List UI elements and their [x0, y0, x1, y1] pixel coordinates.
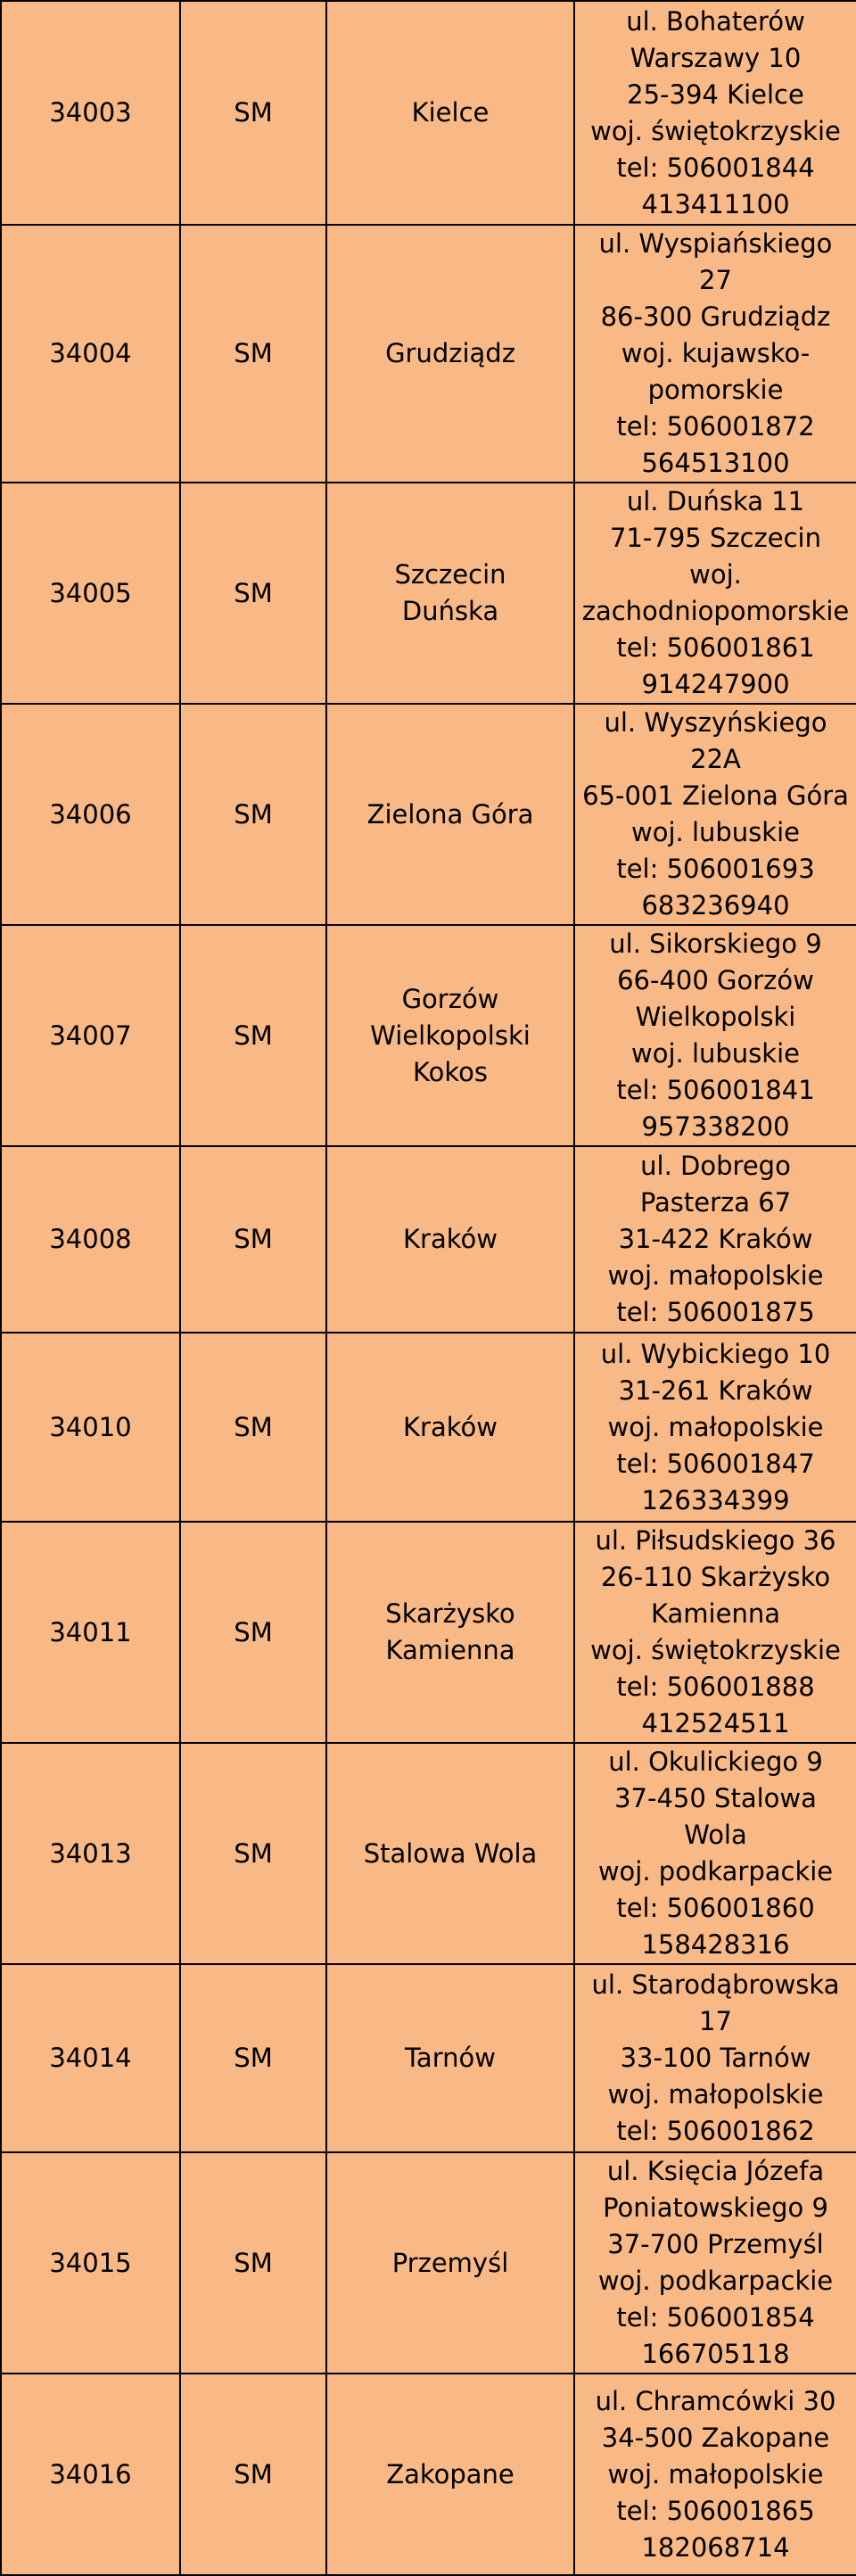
store-type-cell: SM: [180, 2152, 326, 2374]
city-cell: [326, 1522, 574, 1743]
address-line: woj. podkarpackie: [597, 1856, 834, 1887]
address-line: 26-110 Skarżysko: [600, 1562, 831, 1592]
address-line: woj. lubuskie: [631, 1038, 800, 1069]
store-code-cell: 34003: [1, 1, 180, 225]
address-line: ul. Okulickiego 9: [608, 1746, 823, 1777]
address-line: ul. Księcia Józefa: [606, 2156, 825, 2186]
city-cell: [326, 1333, 574, 1522]
city-line: Szczecin: [394, 559, 506, 590]
store-code-cell: 34011: [1, 1522, 180, 1743]
city-cell: [326, 225, 574, 483]
address-line: woj.: [689, 559, 742, 590]
city-line: Stalowa Wola: [363, 1837, 538, 1869]
table-row: [1, 704, 856, 925]
address-line: ul. Duńska 11: [626, 486, 805, 516]
store-code-cell: 34008: [1, 1146, 180, 1333]
store-type-cell: SM: [180, 1964, 326, 2152]
address-line: woj. lubuskie: [631, 817, 800, 847]
table-row: [1, 225, 856, 483]
address-line: 25-394 Kielce: [627, 78, 804, 110]
address-line: 17: [699, 2006, 732, 2036]
city-cell: [326, 2152, 574, 2374]
address-cell: [574, 1146, 856, 1333]
address-line: ul. Sikorskiego 9: [609, 929, 822, 959]
address-cell: [574, 1, 856, 225]
city-line: Kraków: [403, 1411, 498, 1442]
store-type-cell: SM: [180, 2374, 326, 2575]
address-line: 65-001 Zielona Góra: [582, 780, 849, 811]
address-line: 182068714: [641, 2531, 790, 2563]
address-line: woj. małopolskie: [607, 1260, 824, 1291]
address-line: 66-400 Gorzów: [617, 965, 814, 995]
address-line: woj. małopolskie: [607, 2458, 824, 2489]
city-cell: [326, 1146, 574, 1333]
address-line: tel: 506001888: [616, 1672, 815, 1702]
city-line: Skarżysko: [385, 1598, 515, 1629]
address-line: 37-450 Stalowa: [614, 1783, 817, 1813]
store-type-cell: SM: [180, 704, 326, 925]
address-line: tel: 506001844: [616, 152, 815, 183]
city-line: Grudziądz: [385, 338, 515, 368]
store-table-body: [1, 1, 856, 2575]
address-cell: [574, 704, 856, 925]
address-line: tel: 506001854: [616, 2302, 815, 2332]
city-cell: [326, 925, 574, 1146]
city-line: Kraków: [403, 1224, 498, 1254]
address-line: 914247900: [641, 669, 790, 699]
table-row: [1, 1146, 856, 1333]
city-line: Kokos: [413, 1056, 488, 1087]
table-row: [1, 1743, 856, 1964]
address-line: Warszawy 10: [630, 42, 802, 73]
address-line: tel: 506001865: [616, 2495, 815, 2526]
address-line: woj. małopolskie: [607, 2079, 824, 2110]
city-line: Tarnów: [405, 2043, 496, 2073]
address-line: ul. Piłsudskiego 36: [595, 1525, 836, 1556]
table-row: [1, 2374, 856, 2575]
table-row: [1, 1522, 856, 1743]
store-type-cell: SM: [180, 1, 326, 225]
address-line: woj. świętokrzyskie: [590, 1635, 841, 1665]
table-row: [1, 1333, 856, 1522]
address-line: tel: 506001872: [616, 411, 815, 442]
city-line: Przemyśl: [391, 2247, 509, 2278]
table-row: [1, 925, 856, 1146]
city-cell: [326, 704, 574, 925]
city-line: Zielona Góra: [366, 798, 534, 830]
store-code-cell: 34010: [1, 1333, 180, 1522]
address-line: tel: 506001841: [616, 1075, 815, 1105]
address-line: ul. Wyszyńskiego: [604, 707, 827, 738]
store-type-cell: SM: [180, 225, 326, 483]
address-line: 683236940: [641, 890, 790, 921]
address-line: 158428316: [641, 1929, 790, 1960]
address-line: tel: 506001875: [616, 1297, 815, 1327]
address-line: ul. Bohaterów: [626, 5, 805, 37]
address-cell: [574, 483, 856, 704]
address-line: tel: 506001862: [616, 2116, 815, 2146]
table-row: [1, 483, 856, 704]
address-cell: [574, 1964, 856, 2152]
store-code-cell: 34004: [1, 225, 180, 483]
address-line: 86-300 Grudziądz: [600, 301, 831, 332]
city-line: Wielkopolski: [370, 1020, 531, 1051]
address-cell: [574, 1333, 856, 1522]
address-line: Pasterza 67: [639, 1187, 792, 1218]
address-cell: [574, 1522, 856, 1743]
address-cell: [574, 1743, 856, 1964]
address-line: zachodniopomorskie: [581, 596, 850, 626]
address-line: Poniatowskiego 9: [603, 2192, 828, 2223]
store-type-cell: SM: [180, 1522, 326, 1743]
store-type-cell: SM: [180, 925, 326, 1146]
store-type-cell: SM: [180, 1743, 326, 1964]
city-line: Zakopane: [386, 2458, 514, 2489]
city-line: Kielce: [411, 97, 490, 128]
address-line: ul. Starodąbrowska: [591, 1969, 840, 2000]
address-line: Wielkopolski: [635, 1002, 796, 1032]
address-line: ul. Dobrego: [640, 1151, 791, 1181]
store-code-cell: 34007: [1, 925, 180, 1146]
store-code-cell: 34016: [1, 2374, 180, 2575]
address-line: woj. podkarpackie: [597, 2266, 834, 2296]
address-line: 412524511: [641, 1708, 790, 1738]
address-cell: [574, 2374, 856, 2575]
address-line: 126334399: [641, 1484, 790, 1515]
city-line: Duńska: [401, 596, 499, 626]
city-line: Gorzów: [401, 983, 499, 1014]
table-row: [1, 1964, 856, 2152]
address-line: 34-500 Zakopane: [601, 2422, 830, 2453]
city-line: Kamienna: [385, 1635, 515, 1665]
table-row: [1, 1, 856, 225]
address-line: Kamienna: [651, 1598, 780, 1629]
store-code-cell: 34015: [1, 2152, 180, 2374]
city-cell: [326, 1743, 574, 1964]
address-cell: [574, 925, 856, 1146]
city-cell: [326, 1964, 574, 2152]
city-cell: [326, 2374, 574, 2575]
store-type-cell: SM: [180, 1333, 326, 1522]
address-line: tel: 506001860: [616, 1893, 815, 1923]
address-line: 564513100: [641, 448, 790, 478]
address-line: 27: [699, 265, 732, 295]
address-line: 31-422 Kraków: [618, 1224, 813, 1254]
address-line: woj. świętokrzyskie: [590, 115, 841, 146]
address-line: 166705118: [641, 2339, 790, 2369]
address-line: ul. Wyspiańskiego: [598, 228, 833, 259]
address-line: 413411100: [641, 188, 790, 219]
address-line: 957338200: [641, 1111, 790, 1142]
city-cell: [326, 1, 574, 225]
address-line: ul. Wybickiego 10: [600, 1338, 831, 1369]
address-line: tel: 506001693: [616, 854, 815, 884]
store-code-cell: 34014: [1, 1964, 180, 2152]
address-line: 22A: [690, 744, 741, 774]
city-cell: [326, 483, 574, 704]
address-line: 33-100 Tarnów: [620, 2043, 811, 2073]
store-type-cell: SM: [180, 1146, 326, 1333]
table-row: [1, 2152, 856, 2374]
address-line: 71-795 Szczecin: [610, 523, 821, 553]
address-line: woj. małopolskie: [607, 1411, 824, 1442]
address-line: 37-700 Przemyśl: [607, 2229, 824, 2259]
store-type-cell: SM: [180, 483, 326, 704]
address-line: ul. Chramcówki 30: [595, 2385, 836, 2416]
address-line: tel: 506001861: [616, 632, 815, 663]
address-line: tel: 506001847: [616, 1448, 815, 1479]
store-code-cell: 34006: [1, 704, 180, 925]
store-code-cell: 34005: [1, 483, 180, 704]
address-line: Wola: [684, 1820, 747, 1850]
address-line: woj. kujawsko-: [621, 338, 811, 368]
address-line: 31-261 Kraków: [618, 1375, 813, 1406]
address-cell: [574, 225, 856, 483]
store-code-cell: 34013: [1, 1743, 180, 1964]
address-cell: [574, 2152, 856, 2374]
address-line: pomorskie: [647, 375, 784, 405]
